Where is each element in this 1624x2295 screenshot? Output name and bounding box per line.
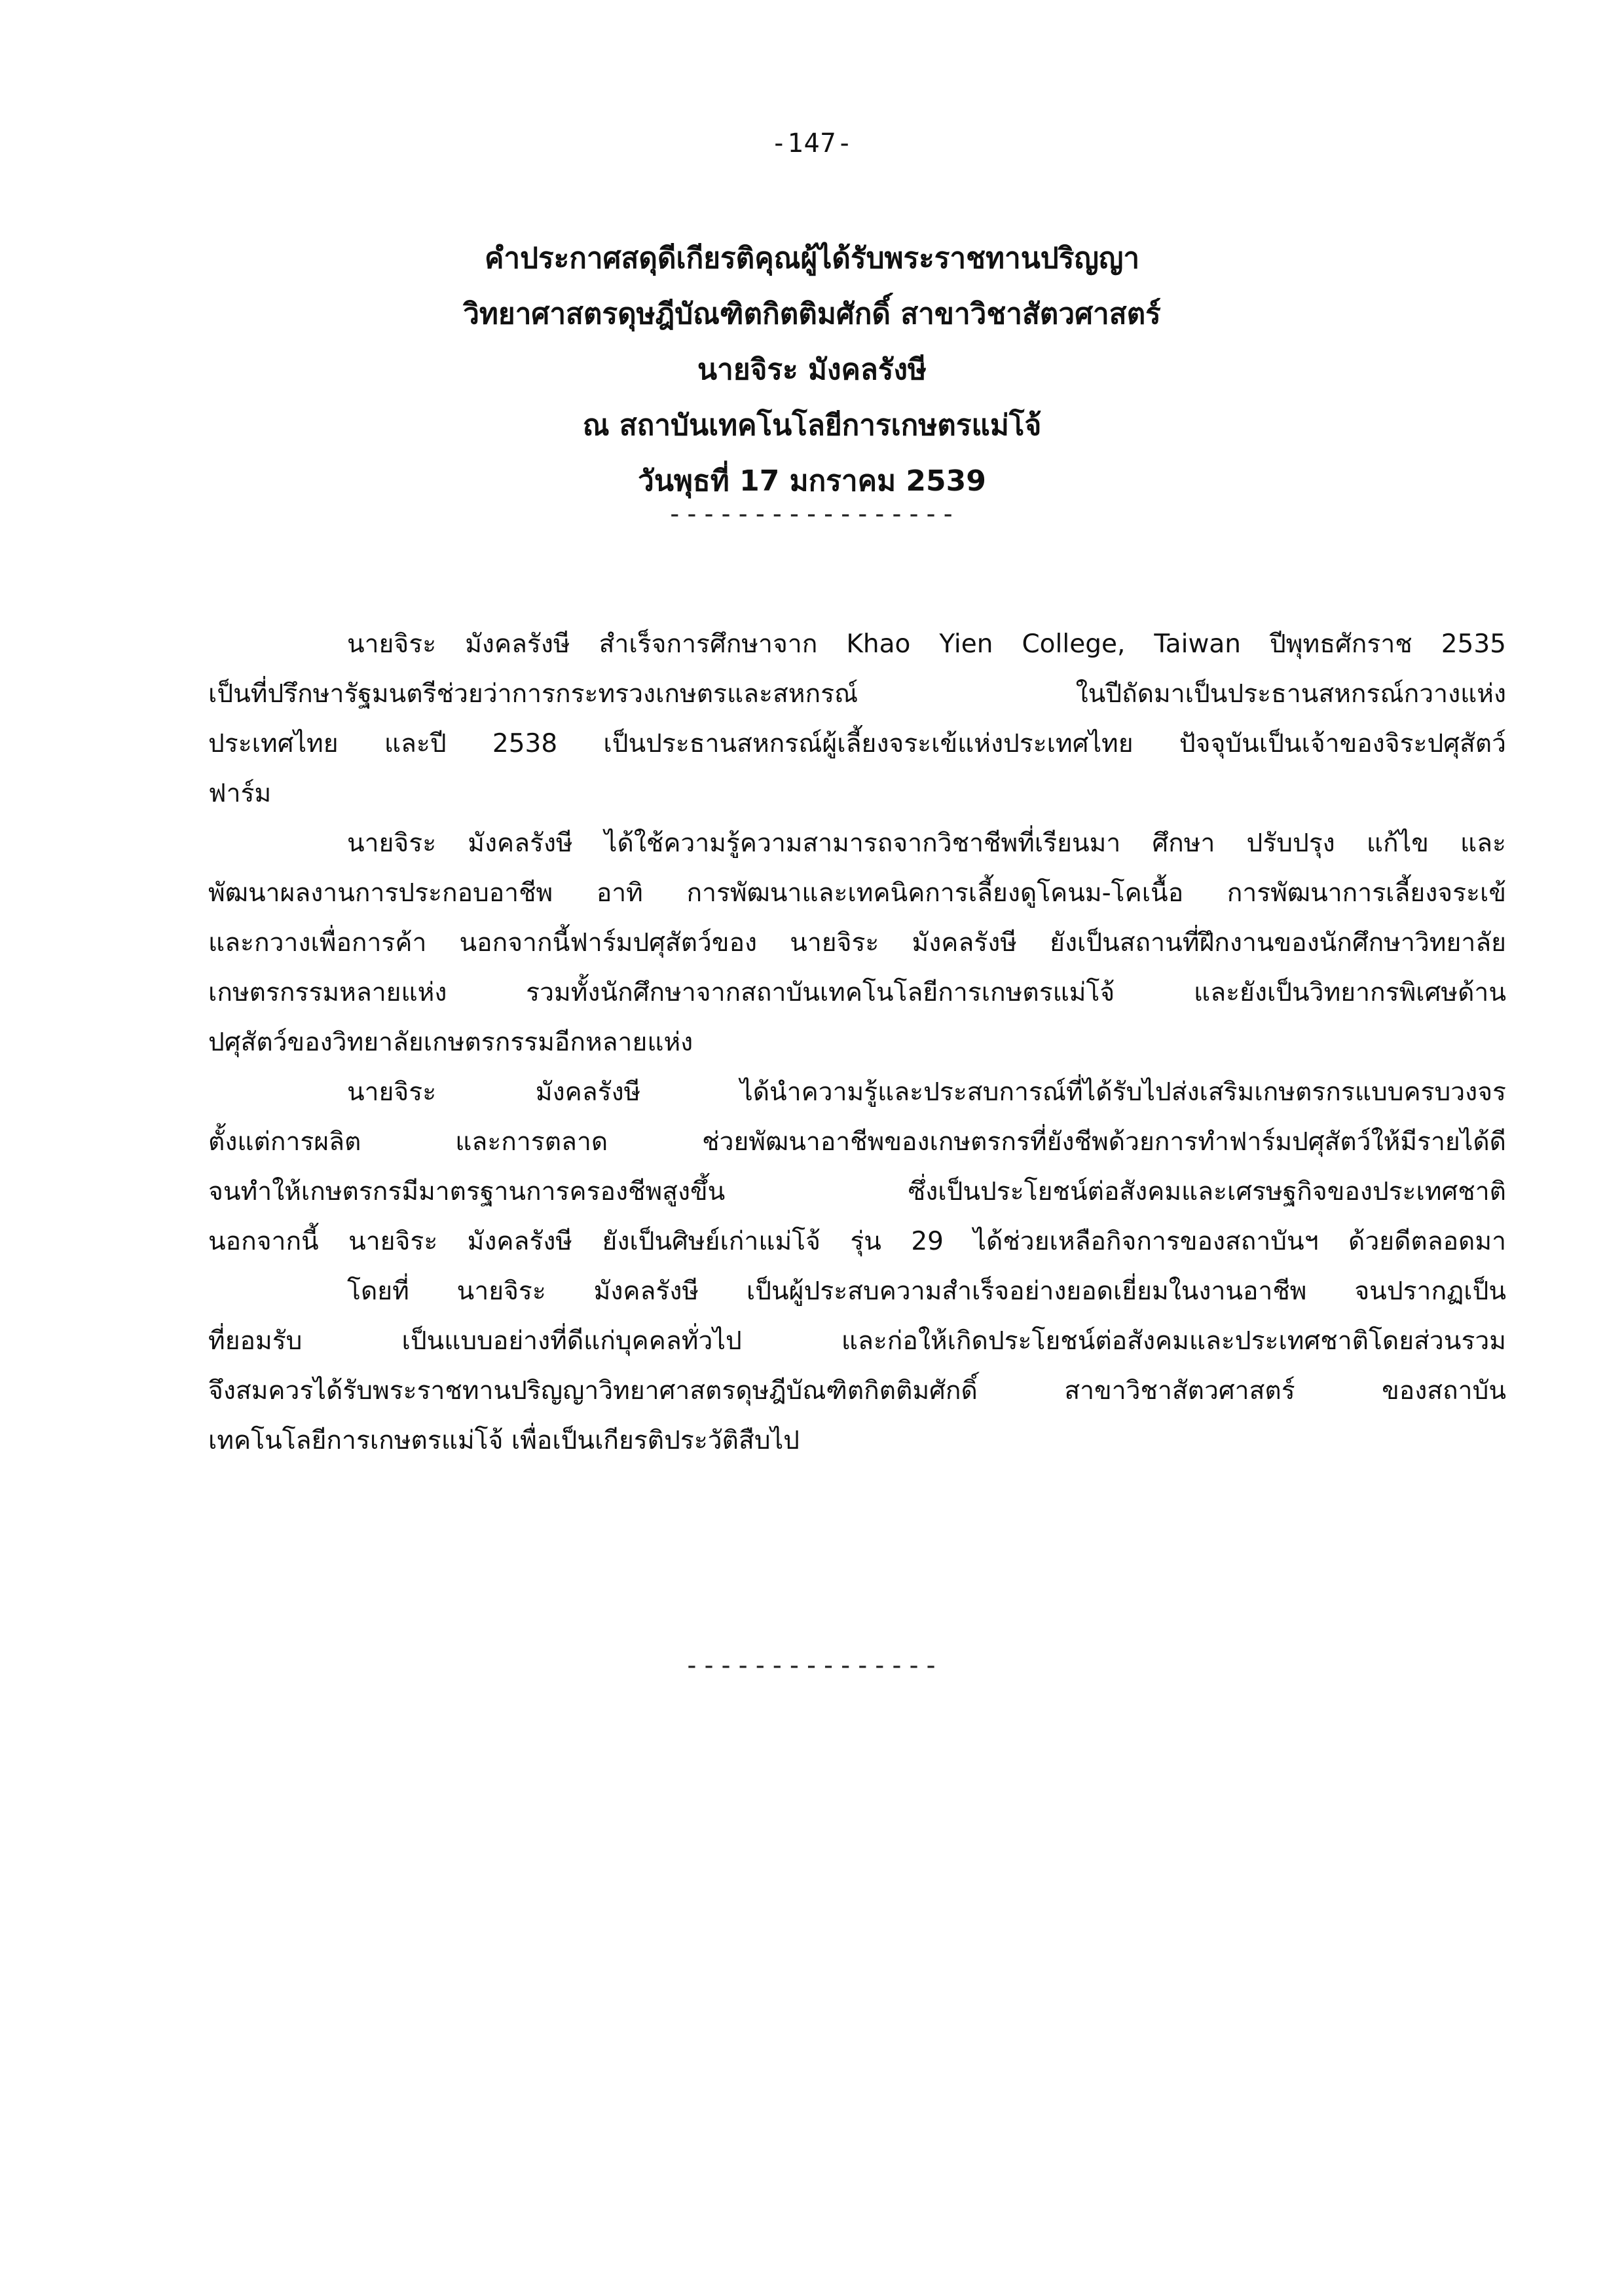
page-number: -147- [771,128,853,159]
text-line: เกษตรกรรมหลายแห่ง รวมทั้งนักศึกษาจากสถาบันเทคโนโลยีการเกษตรแม่โจ้ และยังเป็นวิทยากรพิเศษด้าน [208,978,1506,1007]
text-line: ตั้งแต่การผลิต และการตลาด ช่วยพัฒนาอาชีพของเกษตรกรที่ยังชีพด้วยการทำฟาร์มปศุสัตว์ให้มีรายได้ดี [208,1127,1506,1157]
closing-divider: --------------- [684,1651,940,1681]
header-divider: ----------------- [667,499,957,529]
paragraph-1 [208,620,1506,819]
text-line: ปศุสัตว์ของวิทยาลัยเกษตรกรรมอีกหลายแห่ง [208,1028,693,1057]
document-header [0,231,1624,509]
text-line: และกวางเพื่อการค้า นอกจากนี้ฟาร์มปศุสัตว์ของ นายจิระ มังคลรังษี ยังเป็นสถานที่ฝึกงานของนักศึกษาวิทยาลัย [208,928,1506,958]
header-title-line: คำประกาศสดุดีเกียรติคุณผู้ได้รับพระราชทานปริญญา [484,242,1140,275]
text-line: นายจิระ มังคลรังษี สำเร็จการศึกษาจาก Khao Yien College, Taiwan ปีพุทธศักราช 2535 [347,629,1506,659]
text-line: เทคโนโลยีการเกษตรแม่โจ้ เพื่อเป็นเกียรติประวัติสืบไป [208,1426,800,1455]
text-line: จนทำให้เกษตรกรมีมาตรฐานการครองชีพสูงขึ้น ซึ่งเป็นประโยชน์ต่อสังคมและเศรษฐกิจของประเทศชาติ [208,1177,1506,1206]
text-line: นายจิระ มังคลรังษี ได้ใช้ความรู้ความสามารถจากวิชาชีพที่เรียนมา ศึกษา ปรับปรุง แก้ไข และ [347,829,1506,858]
paragraph-2 [208,819,1506,1068]
text-line: นายจิระ มังคลรังษี ได้นำความรู้และประสบการณ์ที่ได้รับไปส่งเสริมเกษตรกรแบบครบวงจร [347,1077,1506,1107]
header-institution-line: ณ สถาบันเทคโนโลยีการเกษตรแม่โจ้ [582,409,1042,442]
text-line: ฟาร์ม [208,779,272,808]
paragraph-4 [208,1267,1506,1466]
paragraph-3 [208,1068,1506,1267]
text-line: ประเทศไทย และปี 2538 เป็นประธานสหกรณ์ผู้เลี้ยงจระเข้แห่งประเทศไทย ปัจจุบันเป็นเจ้าของจิระปศุสัตว์ [208,729,1506,758]
text-line: โดยที่ นายจิระ มังคลรังษี เป็นผู้ประสบความสำเร็จอย่างยอดเยี่ยมในงานอาชีพ จนปรากฏเป็น [347,1277,1506,1306]
citation-body [208,620,1506,1466]
text-line: นอกจากนี้ นายจิระ มังคลรังษี ยังเป็นศิษย์เก่าแม่โจ้ รุ่น 29 ได้ช่วยเหลือกิจการของสถาบันฯ ด้วยดีตลอดมา [208,1227,1506,1256]
header-degree-line: วิทยาศาสตรดุษฎีบัณฑิตกิตติมศักดิ์ สาขาวิชาสัตวศาสตร์ [463,297,1161,331]
header-recipient-name: นายจิระ มังคลรังษี [697,353,927,386]
text-line: ที่ยอมรับ เป็นแบบอย่างที่ดีแก่บุคคลทั่วไป และก่อให้เกิดประโยชน์ต่อสังคมและประเทศชาติโดยส่วนรวม [208,1326,1506,1356]
text-line: พัฒนาผลงานการประกอบอาชีพ อาทิ การพัฒนาและเทคนิคการเลี้ยงดูโคนม-โคเนื้อ การพัฒนาการเลี้ยงจระเข้ [208,878,1506,908]
header-date-line: วันพุธที่ 17 มกราคม 2539 [638,464,986,498]
text-line: จึงสมควรได้รับพระราชทานปริญญาวิทยาศาสตรดุษฎีบัณฑิตกิตติมศักดิ์ สาขาวิชาสัตวศาสตร์ ของสถาบัน [208,1376,1506,1406]
text-line: เป็นที่ปรึกษารัฐมนตรีช่วยว่าการกระทรวงเกษตรและสหกรณ์ ในปีถัดมาเป็นประธานสหกรณ์กวางแห่ง [208,679,1506,709]
